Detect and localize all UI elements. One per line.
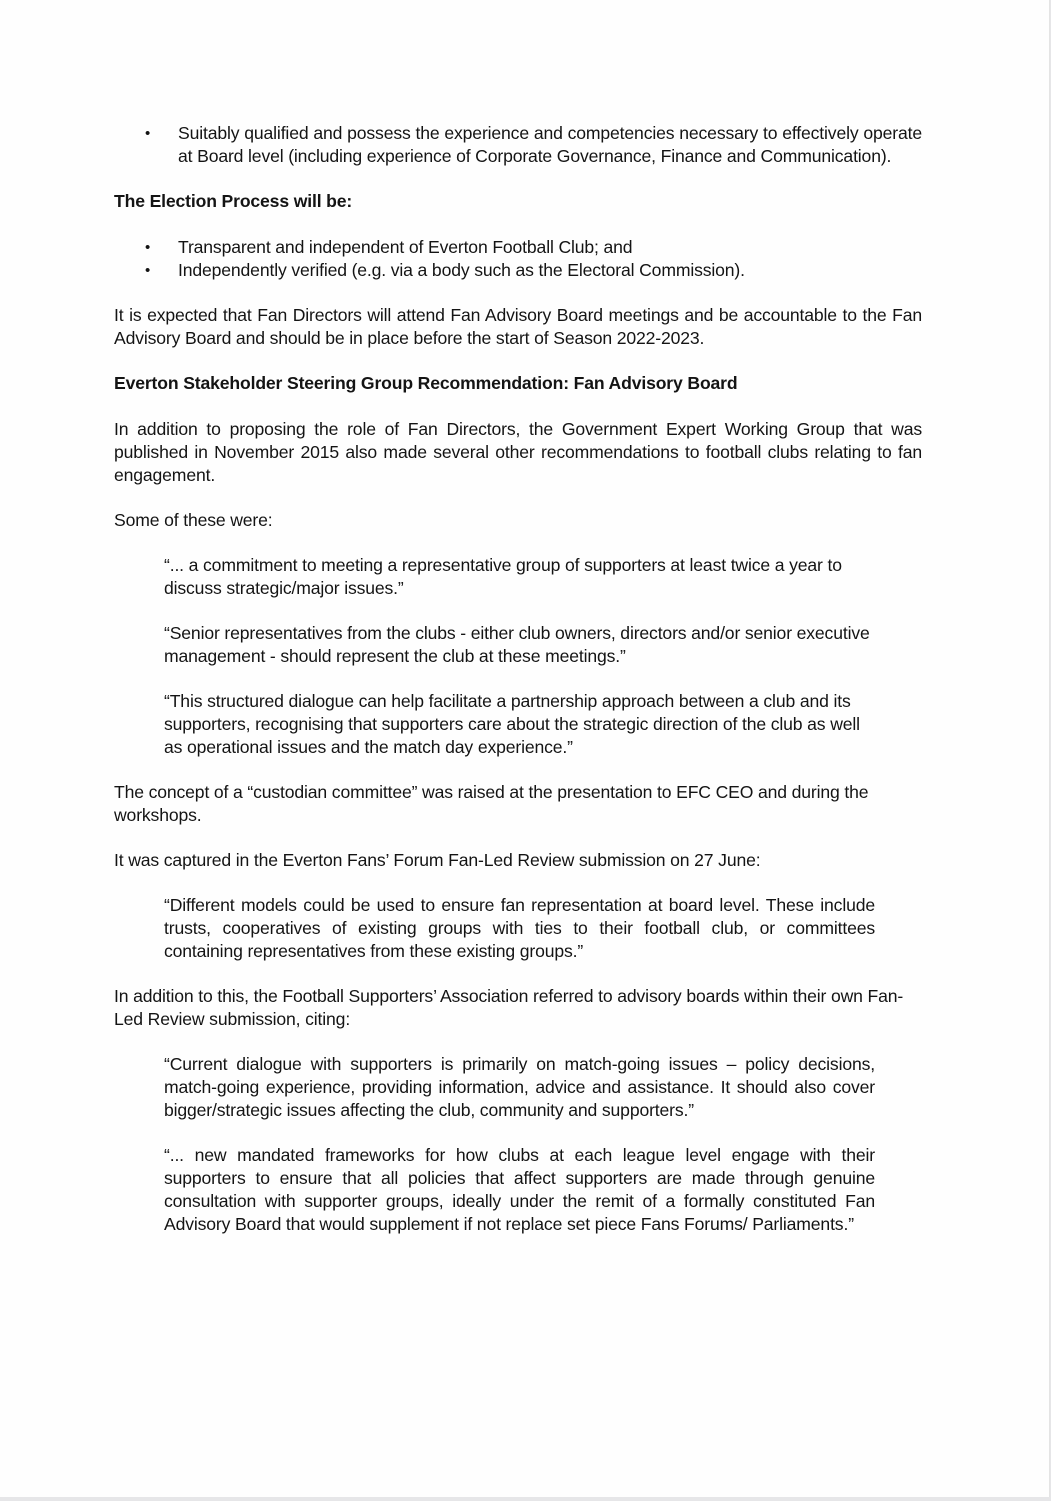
paragraph-fsa-submission: In addition to this, the Football Supporters’ Association referred to advisory boards within their own Fan-Led Review submission, citing: bbox=[114, 986, 904, 1029]
paragraph-some-of-these: Some of these were: bbox=[114, 510, 273, 530]
list-item bbox=[114, 122, 922, 168]
paragraph-fans-forum-submission: It was captured in the Everton Fans’ Forum Fan-Led Review submission on 27 June: bbox=[114, 850, 761, 870]
document-body bbox=[114, 122, 922, 1258]
list-item bbox=[114, 236, 922, 259]
bullet-icon: • bbox=[145, 125, 151, 142]
election-bullet-list bbox=[114, 236, 922, 282]
list-item-text: Suitably qualified and possess the experience and competencies necessary to effectively operate at Board level (including experience of Corporate Governance, Finance and Communication). bbox=[178, 123, 922, 166]
paragraph-government-working-group: In addition to proposing the role of Fan Directors, the Government Expert Working Group that was published in November 2015 also made several other recommendations to football clubs relating to fan engagement. bbox=[114, 419, 922, 485]
quote-structured-dialogue: “This structured dialogue can help facilitate a partnership approach between a club and its supporters, recognising that supporters care about the strategic direction of the club as well as operational issues and the match day experience.” bbox=[164, 691, 860, 757]
paragraph-fan-directors-expected: It is expected that Fan Directors will attend Fan Advisory Board meetings and be accountable to the Fan Advisory Board and should be in place before the start of Season 2022-2023. bbox=[114, 305, 922, 348]
list-item-text: Transparent and independent of Everton Football Club; and bbox=[178, 237, 633, 257]
bullet-icon: • bbox=[145, 239, 151, 256]
qualification-bullet-list bbox=[114, 122, 922, 168]
list-item bbox=[114, 259, 922, 282]
quote-mandated-frameworks: “... new mandated frameworks for how clubs at each league level engage with their supporters to ensure that all policies that affect supporters are made through genuine consultation with supporter groups, ideally under the remit of a formally constituted Fan Advisory Board that would supplement if not replace set piece Fans Forums/ Parliaments.” bbox=[164, 1145, 875, 1234]
election-process-heading: The Election Process will be: bbox=[114, 191, 353, 211]
section-heading-fan-advisory-board: Everton Stakeholder Steering Group Recommendation: Fan Advisory Board bbox=[114, 373, 738, 393]
list-item-text: Independently verified (e.g. via a body such as the Electoral Commission). bbox=[178, 260, 745, 280]
paragraph-custodian-committee: The concept of a “custodian committee” was raised at the presentation to EFC CEO and during the workshops. bbox=[114, 782, 869, 825]
quote-commitment: “... a commitment to meeting a representative group of supporters at least twice a year to discuss strategic/major issues.” bbox=[164, 555, 842, 598]
quote-senior-representatives: “Senior representatives from the clubs - either club owners, directors and/or senior executive management - should represent the club at these meetings.” bbox=[164, 623, 870, 666]
quote-current-dialogue: “Current dialogue with supporters is primarily on match-going issues – policy decisions, match-going experience, providing information, advice and assistance. It should also cover bigger/strategic issues affecting the club, community and supporters.” bbox=[164, 1054, 875, 1120]
bullet-icon: • bbox=[145, 262, 151, 279]
quote-different-models: “Different models could be used to ensure fan representation at board level. These include trusts, cooperatives of existing groups with ties to their football club, or committees containing representatives from these existing groups.” bbox=[164, 895, 875, 961]
